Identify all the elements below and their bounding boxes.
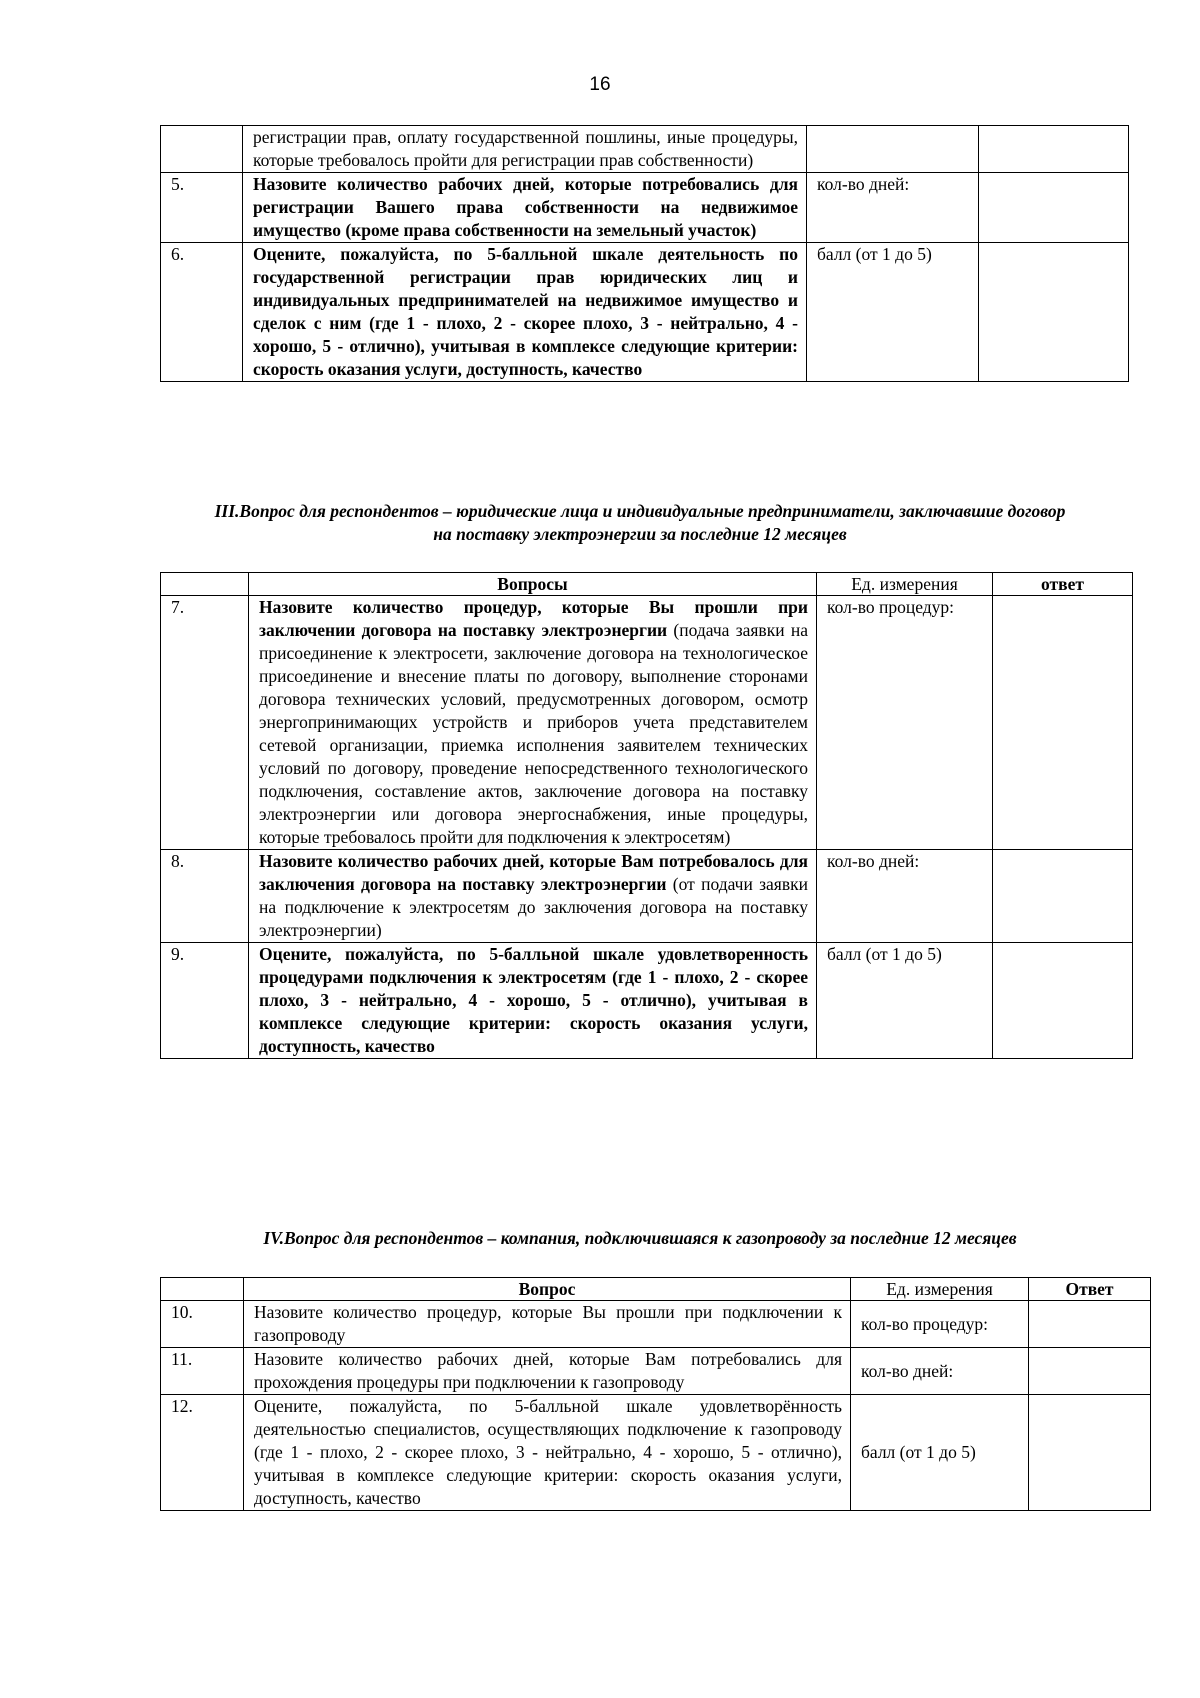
unit-cell: кол-во дней: <box>807 173 979 243</box>
answer-cell[interactable] <box>1029 1348 1151 1395</box>
question-text: Оцените, пожалуйста, по 5-балльной шкале деятельность по государственной регистрации прав юридических лиц и индивидуальных предпринимателей на недвижимое имуществo и сделок с ним (где 1 - плохо, 2 - скорее плохо, 3 - нейтрально, 4 - хорошо, 5 - отлично), учитывая в комплексе следующие критерии: скорость оказания услуги, доступность, качество <box>243 243 807 382</box>
header-unit: Ед. измерения <box>817 573 993 596</box>
answer-cell[interactable] <box>1029 1395 1151 1511</box>
table-row <box>161 1301 1151 1348</box>
unit-cell: кол-во процедур: <box>851 1301 1029 1348</box>
row-number: 11. <box>161 1348 244 1395</box>
unit-cell: балл (от 1 до 5) <box>807 243 979 382</box>
question-text <box>249 850 817 943</box>
row-number: 8. <box>161 850 249 943</box>
answer-cell[interactable] <box>979 243 1129 382</box>
question-text <box>249 596 817 850</box>
section-3-title-line-1: III.Вопрос для респондентов – юридические лица и индивидуальные предприниматели, заключавшие договор <box>214 501 1066 521</box>
table-row <box>161 243 1129 382</box>
header-num <box>161 573 249 596</box>
table-row <box>161 1348 1151 1395</box>
table-row <box>161 596 1133 850</box>
header-question: Вопрос <box>244 1278 851 1301</box>
question-text: Назовите количество рабочих дней, которые Вам потребовались для прохождения процедуры при подключении к газопроводу <box>244 1348 851 1395</box>
section-3-title-line-2: на поставку электроэнергии за последние 12 месяцев <box>433 524 847 544</box>
section-3-title <box>140 500 1140 546</box>
row-number: 7. <box>161 596 249 850</box>
table-section-4 <box>160 1277 1151 1511</box>
unit-cell <box>807 126 979 173</box>
table-row <box>161 943 1133 1059</box>
question-bold: Назовите количество процедур, которые Вы прошли при заключении договора на поставку электроэнергии <box>259 597 808 640</box>
answer-cell[interactable] <box>979 173 1129 243</box>
answer-cell[interactable] <box>993 596 1133 850</box>
header-answer: Ответ <box>1029 1278 1151 1301</box>
header-answer: ответ <box>993 573 1133 596</box>
table-row <box>161 126 1129 173</box>
unit-cell: кол-во процедур: <box>817 596 993 850</box>
question-bold: Назовите количество рабочих дней, которые Вам потребовалось для заключения договора на поставку электроэнергии <box>259 851 808 894</box>
question-text: Назовите количество рабочих дней, которые потребовались для регистрации Вашего права собственности на недвижимое имущество (кроме права собственности на земельный участок) <box>243 173 807 243</box>
row-number: 12. <box>161 1395 244 1511</box>
answer-cell[interactable] <box>993 943 1133 1059</box>
question-rest: (от подачи заявки на подключение к электросетям до заключения договора на поставку электроэнергии) <box>259 874 808 940</box>
header-unit: Ед. измерения <box>851 1278 1029 1301</box>
question-text: Назовите количество процедур, которые Вы прошли при подключении к газопроводу <box>244 1301 851 1348</box>
row-number <box>161 126 243 173</box>
table-section-3 <box>160 572 1133 1059</box>
unit-cell: балл (от 1 до 5) <box>817 943 993 1059</box>
question-text: Оцените, пожалуйста, по 5-балльной шкале удовлетворённость деятельностью специалистов, осуществляющих подключение к газопроводу (где 1 - плохо, 2 - скорее плохо, 3 - нейтрально, 4 - хорошо, 5 - отлично), учитывая в комплексе следующие критерии: скорость оказания услуги, доступность, качество <box>244 1395 851 1511</box>
row-number: 5. <box>161 173 243 243</box>
question-bold: Оцените, пожалуйста, по 5-балльной шкале удовлетворенность процедурами подключения к электросетям (где 1 - плохо, 2 - скорее плохо, 3 - нейтрально, 4 - хорошо, 5 - отлично), учитывая в комплексе следующие критерии: скорость оказания услуги, доступность, качество <box>259 944 808 1056</box>
table-header-row <box>161 573 1133 596</box>
answer-cell[interactable] <box>993 850 1133 943</box>
section-4-title: IV.Вопрос для респондентов – компания, подключившаяся к газопроводу за последние 12 месяцев <box>263 1228 1017 1248</box>
header-num <box>161 1278 244 1301</box>
unit-cell: кол-во дней: <box>817 850 993 943</box>
answer-cell[interactable] <box>979 126 1129 173</box>
table-row <box>161 173 1129 243</box>
row-number: 9. <box>161 943 249 1059</box>
table-continuation <box>160 125 1129 382</box>
row-number: 10. <box>161 1301 244 1348</box>
question-text <box>249 943 817 1059</box>
table-row <box>161 850 1133 943</box>
table-row <box>161 1395 1151 1511</box>
page-number: 16 <box>589 74 611 95</box>
unit-cell: балл (от 1 до 5) <box>851 1395 1029 1511</box>
unit-cell: кол-во дней: <box>851 1348 1029 1395</box>
table-header-row <box>161 1278 1151 1301</box>
question-text: регистрации прав, оплату государственной пошлины, иные процедуры, которые требовалось пройти для регистрации прав собственности) <box>243 126 807 173</box>
header-question: Вопросы <box>249 573 817 596</box>
question-rest: (подача заявки на присоединение к электросети, заключение договора на технологическое присоединение и внесение платы по договору, выполнение сторонами договора технических условий, предусмотренных договором, осмотр энергопринимающих устройств и приборов учета представителем сетевой организации, приемка исполнения заявителем технических условий по договору, проведение непосредственного технологического подключения, составление актов, заключение договора на поставку электроэнергии или договора энергоснабжения, иные процедуры, которые требовалось пройти для подключения к электросетям) <box>259 620 808 847</box>
row-number: 6. <box>161 243 243 382</box>
answer-cell[interactable] <box>1029 1301 1151 1348</box>
